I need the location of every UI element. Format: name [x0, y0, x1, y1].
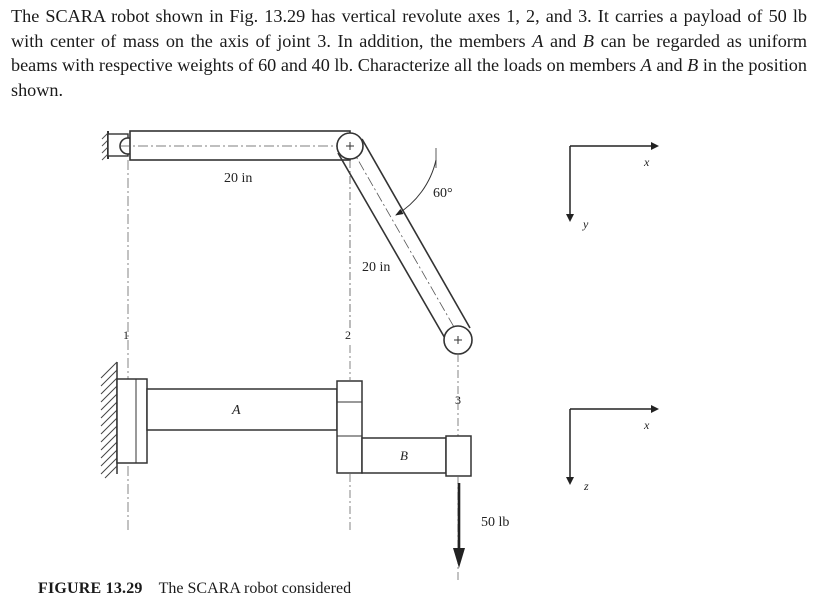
- member-b-label: B: [400, 448, 408, 463]
- xy-frame: [566, 142, 659, 231]
- problem-text-part: in the position shown.: [11, 55, 807, 100]
- y-axis-label: y: [583, 217, 589, 231]
- joint-3-block: [446, 436, 471, 476]
- axis-3-label: 3: [455, 393, 461, 407]
- side-view: [101, 345, 509, 580]
- problem-text-part: and: [651, 55, 688, 75]
- side-wall-hatch: [101, 362, 117, 478]
- member-a-ref: A: [640, 55, 652, 75]
- figure-caption: [38, 580, 351, 598]
- axis-1-label: 1: [123, 328, 129, 342]
- angle-label: 60°: [433, 186, 453, 201]
- base-bracket: [117, 379, 147, 463]
- figure-number: FIGURE 13.29: [38, 580, 143, 597]
- joint-2-block: [337, 381, 362, 473]
- x-axis-label: x: [644, 155, 650, 169]
- payload-arrow: [453, 483, 465, 568]
- problem-text-part: The SCARA robot shown in Fig. 13.29 has vertical revolute axes 1, 2, and 3. It carries a payload of 50 lb with center of mass on the axis of joint 3. In addition, the members: [11, 6, 807, 51]
- link-b-top: [338, 139, 470, 340]
- axis-2-label: 2: [345, 328, 351, 342]
- x-axis-label: x: [644, 418, 650, 432]
- member-a-label: A: [232, 403, 241, 418]
- problem-text-part: and: [543, 30, 583, 51]
- member-a-ref: A: [532, 30, 544, 51]
- link-a-top: [130, 131, 350, 160]
- member-a-side: [147, 389, 337, 430]
- link-a-length-label: 20 in: [224, 171, 253, 186]
- payload-label: 50 lb: [481, 515, 510, 530]
- angle-arc: [396, 160, 436, 215]
- figure-caption-text: The SCARA robot considered: [158, 580, 352, 597]
- problem-text-part: can be regarded as uniform beams with respective weights of 60 and 40 lb. Characterize all the loads on members: [11, 30, 808, 75]
- z-axis-label: z: [584, 479, 589, 493]
- member-b-ref: B: [687, 55, 699, 75]
- link-b-length-label: 20 in: [362, 260, 391, 275]
- xz-frame: [566, 405, 659, 493]
- member-b-ref: B: [582, 30, 595, 51]
